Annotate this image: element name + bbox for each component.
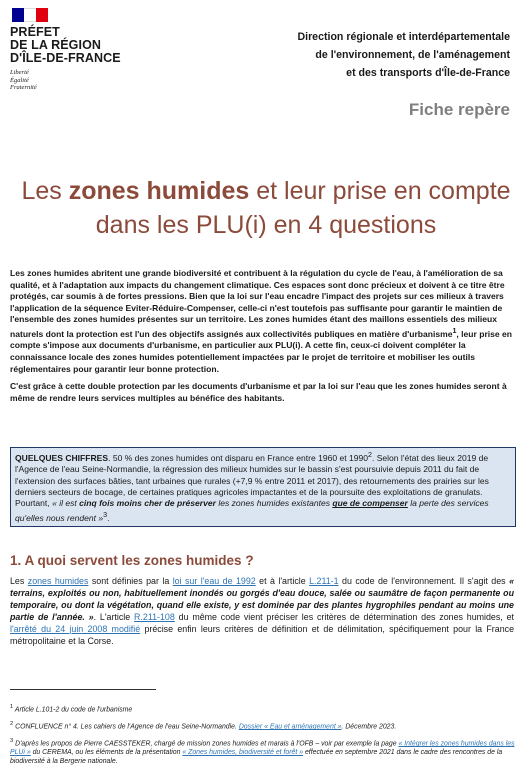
footnote-text: du CEREMA, ou les éléments de la présentation [30, 749, 183, 757]
section-heading: 1. A quoi servent les zones humides ? [10, 553, 254, 568]
link-integrer-zh[interactable]: « Intégrer les zones humides dans les PLUi » [10, 740, 515, 757]
box-keyword: QUELQUES CHIFFRES [15, 452, 109, 463]
box-quote-underlined: que de compenser [332, 498, 408, 509]
footnote-3 [10, 737, 515, 767]
footnote-ref[interactable]: 1 [452, 326, 457, 335]
body-text: du même code vient préciser les critères de détermination des zones humides, et [174, 611, 514, 622]
motto-line: Fraternité [10, 84, 37, 91]
body-text: précise enfin leurs critères de définition et de délimitation, spécifiquement pour la France métropolitaine et la Corse. [10, 623, 515, 646]
box-quote-bold: cinq fois moins cher de préserver [79, 498, 216, 509]
footnote-ref[interactable]: 2 [367, 451, 372, 459]
intro-text-run: Les zones humides abritent une grande biodiversité et contribuent à la régulation du cycle de l'eau, à l'amélioration de sa qualité, et à l'adaptation aux impacts du changement climatique. Ces espaces sont donc précieux et doivent à ce titre être protégés, car soumis à de fortes pressions. Bien que la loi sur l'eau encadre l'impact des projets sur ces milieux à travers l'application de la séquence Eviter-Réduire-Compenser, celle-ci n'est toutefois pas suffisante pour garantir le maintien de l'ensemble des zones humides présentes sur un territoire. Les zones humides étant des maillons essentiels des milieux naturels dont la protection est l'un des objectifs assignés aux collectivités publiques en matière d'urbanisme [10, 268, 505, 339]
box-quote: la perte des services qu'elles nous rendent » [15, 498, 489, 523]
footnote-separator [10, 689, 156, 690]
motto-line: Liberté [10, 69, 29, 76]
motto-line: Égalité [10, 76, 29, 84]
body-text: sont définies par la [88, 576, 173, 586]
box-text: . [107, 512, 110, 523]
link-arrete-2008[interactable]: l'arrêté du 24 juin 2008 modifié [10, 623, 141, 634]
link-zones-humides[interactable]: zones humides [27, 576, 89, 586]
motto [10, 69, 140, 92]
prefecture-logo [10, 8, 140, 92]
body-text: Les [10, 576, 28, 586]
link-biodiversite-foret[interactable]: « Zones humides, biodiversité et forêt » [182, 749, 304, 757]
title-part: Les [21, 177, 69, 205]
footnote-text: CONFLUENCE n° 4. Les cahiers de l'Agence de l'eau Seine-Normandie. [13, 723, 239, 731]
intro-paragraph: C'est grâce à cette double protection par les documents d'urbanisme et par la loi sur l'eau que les zones humides seront à même de rendre leurs services multiples au bénéfice des habitants. [10, 381, 507, 403]
box-quote: « il est [52, 498, 80, 509]
direction-line: Direction régionale et interdépartementale [297, 31, 510, 43]
link-loi-eau-1992[interactable]: loi sur l'eau de 1992 [172, 576, 256, 586]
definition-quote: « terrains, exploités ou non, habituellement inondés ou gorgés d'eau douce, salée ou saumâtre de façon permanente ou temporaire, ou dont la végétation, quand elle existe, y est dominée par des plantes hygrophiles pendant au moins une partie de l'année. » [10, 576, 514, 622]
intro-text-run: , leur prise en compte s'impose aux documents d'urbanisme, en particulier aux PLU(i). A cette fin, ceux-ci doivent compléter la connaissance locale des zones humides potentiellement impactées par le projet de territoire et mobiliser les outils réglementaires pour garantir leur bonne protection. [10, 328, 512, 374]
box-text: . Selon l'état des lieux 2019 de l'Agence de l'eau Seine-Normandie, la régression des milieux humides sur le bassin s'est poursuivie depuis 2011 du fait de l'extension des surfaces bâties, tant urbaines que rurales (+7,9 % entre 2011 et 2017), des retournements des prairies sur les derniers secteurs de bocage, de certaines pratiques agricoles impactantes et de la poursuite des exploitations de granulats. Pourtant, [15, 452, 489, 509]
french-flag-icon [12, 8, 48, 22]
title-part: et leur prise en compte dans les PLU(i) en 4 questions [95, 177, 511, 239]
title-bold: zones humides [68, 177, 250, 205]
intro-paragraph [10, 268, 514, 375]
footnote-number: 2 [10, 721, 14, 727]
direction-line: de l'environnement, de l'aménagement [315, 49, 510, 61]
footnote-text: . Décembre 2023. [341, 723, 397, 731]
prefet-line: D'ÎLE-DE-FRANCE [10, 51, 121, 65]
box-text: . 50 % des zones humides ont disparu en France entre 1960 et 1990 [108, 452, 368, 463]
section-body [10, 576, 514, 647]
direction-heading [210, 28, 510, 82]
footnote-number: 3 [10, 738, 14, 744]
footnote-text: effectuée en septembre 2021 dans le cadre des rencontres de la biodiversité à la Bergerie nationale. [10, 749, 503, 765]
link-r211-108[interactable]: R.211-108 [134, 611, 175, 622]
page-title [10, 174, 522, 242]
footnote-text: Article L.101-2 du code de l'urbanisme [13, 706, 133, 714]
prefet-line: DE LA RÉGION [10, 38, 102, 52]
direction-line: et des transports d'Île-de-France [346, 67, 510, 79]
intro-text [10, 268, 514, 410]
link-dossier-eau[interactable]: Dossier « Eau et aménagement » [238, 723, 342, 731]
doc-type-label: Fiche repère [408, 100, 510, 119]
body-text: du code de l'environnement. Il s'agit des [338, 576, 510, 586]
box-quote: les zones humides existantes [215, 498, 333, 509]
prefet-block [10, 26, 140, 65]
body-text: et à l'article [255, 576, 310, 586]
body-text: . L'article [93, 611, 135, 622]
footnote-number: 1 [10, 704, 14, 710]
footnote-ref[interactable]: 3 [103, 510, 108, 519]
footnote-2 [10, 720, 515, 732]
prefet-line: PRÉFET [10, 25, 60, 39]
link-l211-1[interactable]: L.211-1 [309, 576, 339, 586]
footnote-1 [10, 703, 515, 715]
footnote-text: D'après les propos de Pierre CAESSTEKER, chargé de mission zones humides et marais à l'OFB – voir par exemple la page [13, 740, 399, 748]
key-figures-box [10, 447, 516, 527]
